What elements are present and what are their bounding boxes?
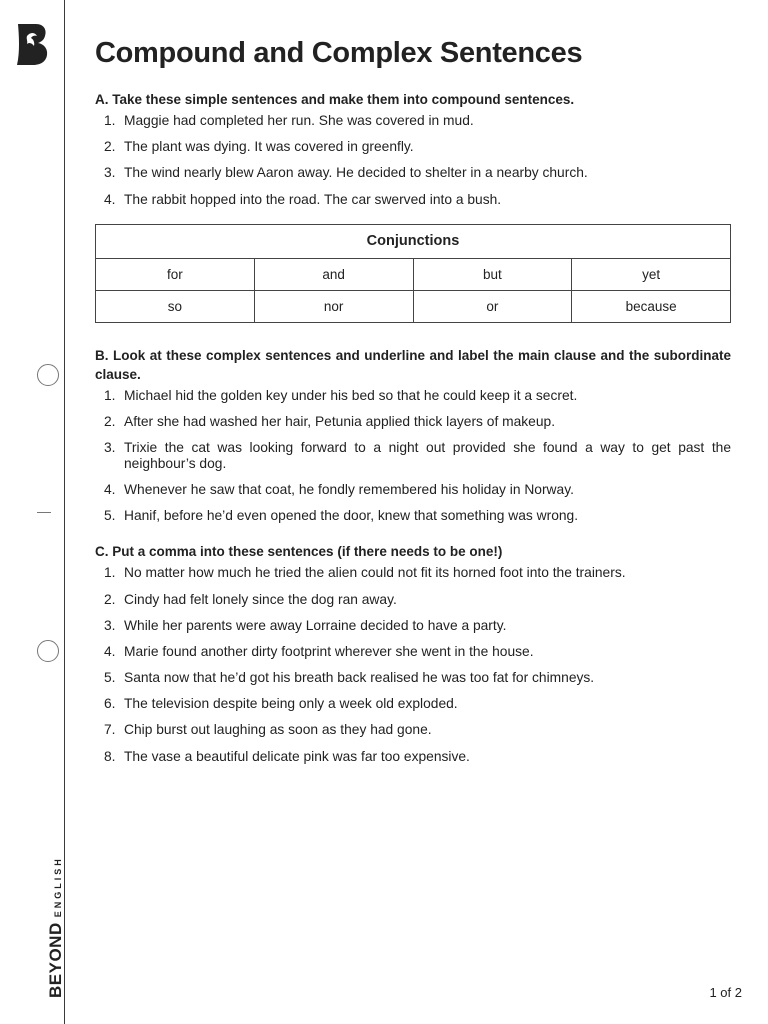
brand-main-text: BEYOND (46, 922, 65, 998)
page-title: Compound and Complex Sentences (95, 37, 583, 69)
table-cell: nor (254, 290, 413, 322)
item-text: The wind nearly blew Aaron away. He decided to shelter in a nearby church. (124, 165, 588, 181)
list-item (95, 440, 731, 472)
section-b-list (95, 388, 731, 525)
item-number: 2. (104, 139, 116, 155)
list-item (95, 139, 731, 155)
list-item (95, 565, 731, 581)
page-number: 1 of 2 (709, 985, 742, 1000)
item-number: 2. (104, 413, 116, 429)
table-cell: and (254, 258, 413, 290)
section-a-list (95, 113, 731, 208)
list-item (95, 482, 731, 498)
item-text: Marie found another dirty footprint wherever she went in the house. (124, 643, 534, 659)
table-cell: or (413, 290, 572, 322)
item-text: Whenever he saw that coat, he fondly remembered his holiday in Norway. (124, 482, 574, 498)
brand-sub-text: ENGLISH (53, 856, 63, 918)
list-item (95, 644, 731, 660)
item-text: Cindy had felt lonely since the dog ran away. (124, 591, 397, 607)
fold-mark (37, 512, 51, 513)
binder-hole-bottom (37, 640, 59, 662)
item-text: Trixie the cat was looking forward to a night out provided she found a way to get past the neighbour’s dog. (124, 439, 731, 471)
table-row (96, 290, 731, 322)
item-text: Chip burst out laughing as soon as they had gone. (124, 722, 432, 738)
worksheet-content (95, 34, 731, 775)
list-item (95, 696, 731, 712)
table-cell: but (413, 258, 572, 290)
item-number: 2. (104, 591, 116, 607)
item-number: 3. (104, 165, 116, 181)
item-text: While her parents were away Lorraine decided to have a party. (124, 617, 507, 633)
item-number: 5. (104, 670, 116, 686)
item-text: The rabbit hopped into the road. The car swerved into a bush. (124, 191, 502, 207)
beyond-logo-icon (14, 22, 50, 66)
table-row (96, 258, 731, 290)
item-text: The plant was dying. It was covered in greenfly. (124, 139, 414, 155)
list-item (95, 618, 731, 634)
item-text: No matter how much he tried the alien could not fit its horned foot into the trainers. (124, 565, 626, 581)
item-number: 8. (104, 748, 116, 764)
list-item (95, 592, 731, 608)
section-b-heading: B. Look at these complex sentences and underline and label the main clause and the subordinate clause. (95, 347, 731, 382)
item-number: 4. (104, 191, 116, 207)
item-number: 7. (104, 722, 116, 738)
table-cell: yet (572, 258, 731, 290)
table-cell: for (96, 258, 255, 290)
item-number: 3. (104, 439, 116, 455)
conjunctions-header: Conjunctions (96, 224, 731, 258)
item-text: The vase a beautiful delicate pink was far too expensive. (124, 748, 470, 764)
list-item (95, 722, 731, 738)
section-c-heading: C. Put a comma into these sentences (if there needs to be one!) (95, 544, 503, 560)
section-c-list (95, 565, 731, 764)
item-text: After she had washed her hair, Petunia applied thick layers of makeup. (124, 413, 556, 429)
brand-wordmark (46, 856, 66, 998)
item-number: 1. (104, 387, 116, 403)
section-a-heading: A. Take these simple sentences and make them into compound sentences. (95, 92, 575, 107)
list-item (95, 414, 731, 430)
item-text: The television despite being only a week old exploded. (124, 696, 458, 712)
item-text: Hanif, before he’d even opened the door, knew that something was wrong. (124, 508, 579, 524)
list-item (95, 388, 731, 404)
item-text: Santa now that he’d got his breath back realised he was too fat for chimneys. (124, 670, 595, 686)
item-number: 4. (104, 482, 116, 498)
item-number: 4. (104, 643, 116, 659)
list-item (95, 165, 731, 181)
item-number: 1. (104, 113, 116, 128)
item-text: Michael hid the golden key under his bed so that he could keep it a secret. (124, 387, 578, 403)
binder-hole-top (37, 364, 59, 386)
item-text: Maggie had completed her run. She was covered in mud. (124, 113, 474, 128)
item-number: 3. (104, 617, 116, 633)
item-number: 6. (104, 696, 116, 712)
list-item (95, 670, 731, 686)
conjunctions-table (95, 224, 731, 323)
list-item (95, 508, 731, 524)
list-item (95, 749, 731, 765)
table-cell: because (572, 290, 731, 322)
item-number: 5. (104, 508, 116, 524)
list-item (95, 113, 731, 129)
item-number: 1. (104, 565, 116, 581)
list-item (95, 192, 731, 208)
table-cell: so (96, 290, 255, 322)
